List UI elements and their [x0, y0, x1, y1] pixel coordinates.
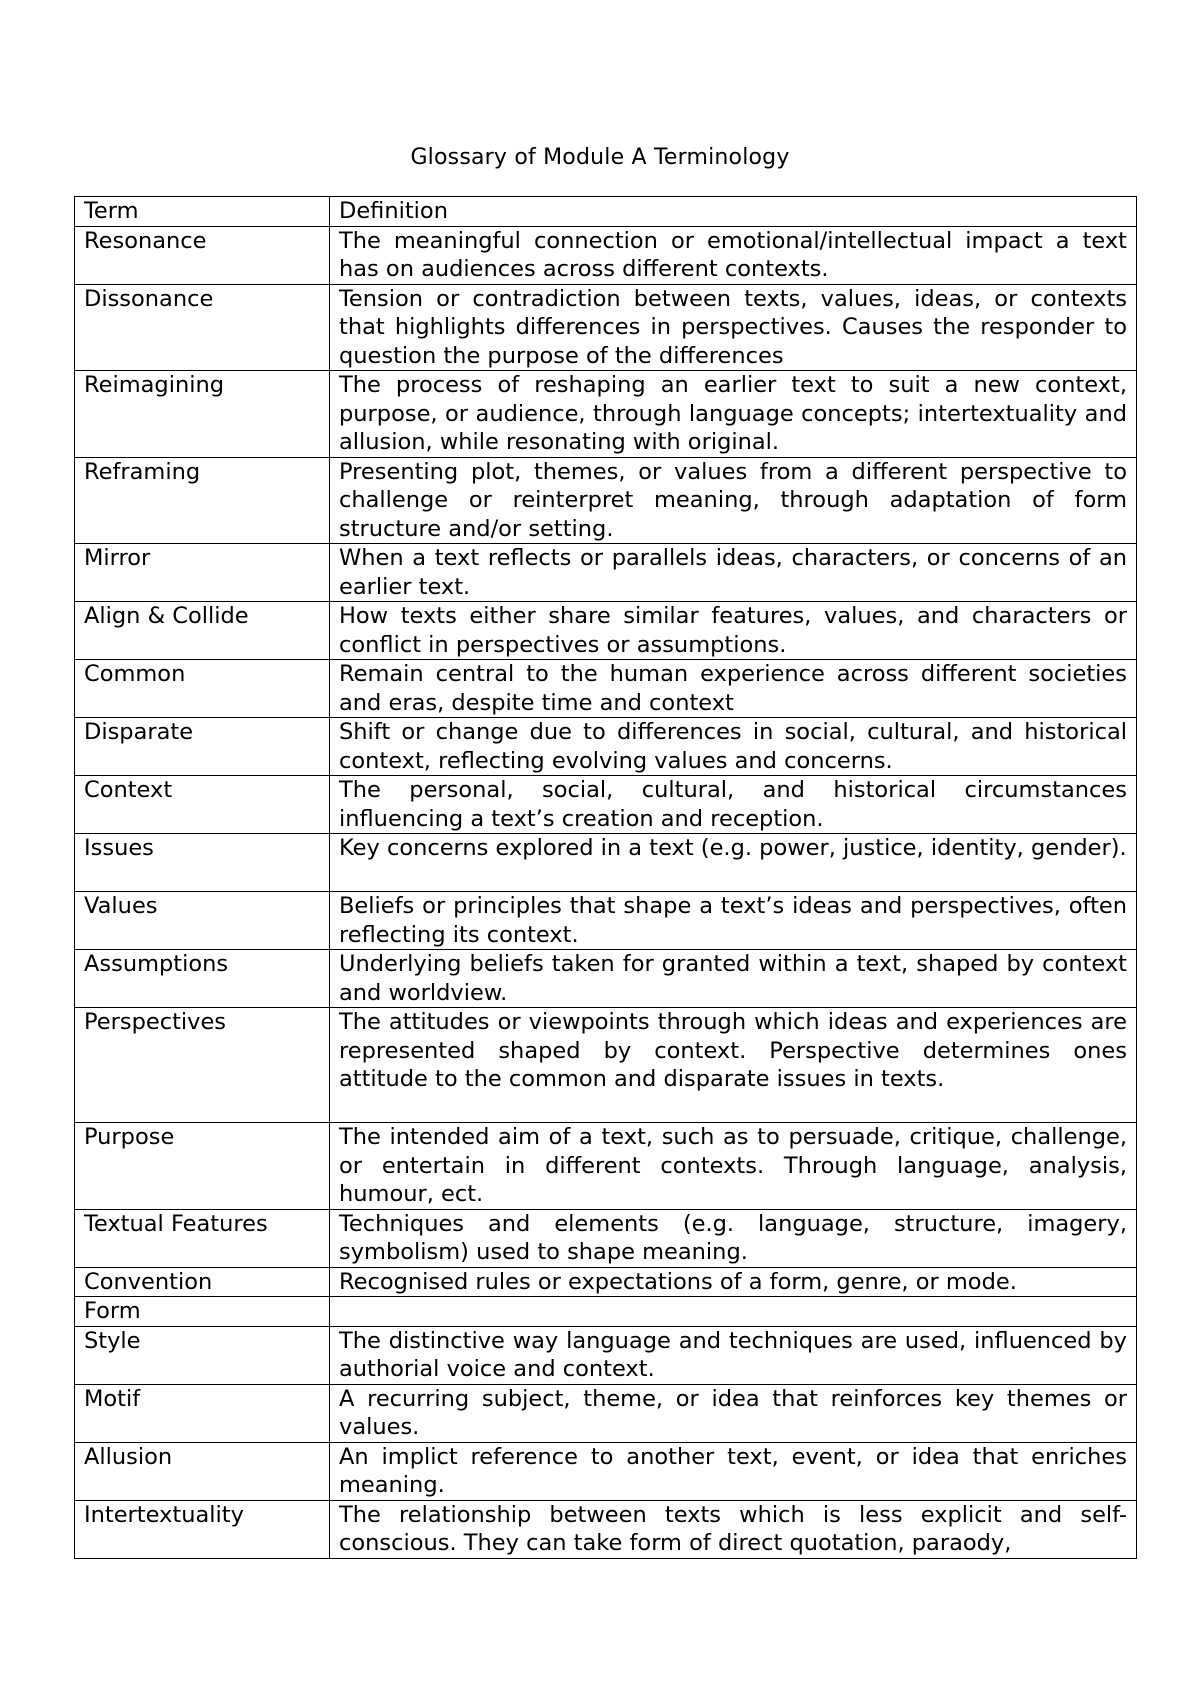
definition-cell: The intended aim of a text, such as to persuade, critique, challenge, or entertain in different contexts. Through language, analysis, humour, ect. — [330, 1123, 1137, 1210]
table-row — [75, 1500, 1137, 1558]
table-row — [75, 1209, 1137, 1267]
table-row — [75, 284, 1137, 371]
term-cell: Common — [75, 660, 330, 718]
term-cell: Resonance — [75, 226, 330, 284]
table-row — [75, 892, 1137, 950]
definition-cell: Key concerns explored in a text (e.g. power, justice, identity, gender). — [330, 834, 1137, 892]
definition-cell: Recognised rules or expectations of a form, genre, or mode. — [330, 1267, 1137, 1297]
column-header-definition: Definition — [330, 197, 1137, 227]
definition-cell: A recurring subject, theme, or idea that reinforces key themes or values. — [330, 1384, 1137, 1442]
term-cell: Reimagining — [75, 371, 330, 458]
term-cell: Values — [75, 892, 330, 950]
definition-cell: Beliefs or principles that shape a text’s ideas and perspectives, often reflecting its context. — [330, 892, 1137, 950]
table-row — [75, 602, 1137, 660]
table-row — [75, 457, 1137, 544]
definition-cell: Presenting plot, themes, or values from a different perspective to challenge or reinterpret meaning, through adaptation of form structure and/or setting. — [330, 457, 1137, 544]
table-row — [75, 660, 1137, 718]
term-cell: Motif — [75, 1384, 330, 1442]
definition-cell: An implict reference to another text, event, or idea that enriches meaning. — [330, 1442, 1137, 1500]
table-row — [75, 1297, 1137, 1327]
term-cell: Align & Collide — [75, 602, 330, 660]
table-row — [75, 834, 1137, 892]
table-row — [75, 371, 1137, 458]
table-row — [75, 544, 1137, 602]
term-cell: Issues — [75, 834, 330, 892]
definition-cell: The process of reshaping an earlier text to suit a new context, purpose, or audience, through language concepts; intertextuality and allusion, while resonating with original. — [330, 371, 1137, 458]
term-cell: Disparate — [75, 718, 330, 776]
term-cell: Reframing — [75, 457, 330, 544]
page-title: Glossary of Module A Terminology — [410, 145, 790, 170]
term-cell: Convention — [75, 1267, 330, 1297]
table-row — [75, 1326, 1137, 1384]
table-row — [75, 226, 1137, 284]
definition-cell: The personal, social, cultural, and historical circumstances influencing a text’s creation and reception. — [330, 776, 1137, 834]
table-row — [75, 950, 1137, 1008]
term-cell: Form — [75, 1297, 330, 1327]
term-cell: Purpose — [75, 1123, 330, 1210]
term-cell: Textual Features — [75, 1209, 330, 1267]
glossary-table — [74, 196, 1137, 1559]
definition-cell: When a text reflects or parallels ideas, characters, or concerns of an earlier text. — [330, 544, 1137, 602]
table-row — [75, 1267, 1137, 1297]
term-cell: Context — [75, 776, 330, 834]
definition-cell: How texts either share similar features, values, and characters or conflict in perspectives or assumptions. — [330, 602, 1137, 660]
definition-cell: Underlying beliefs taken for granted within a text, shaped by context and worldview. — [330, 950, 1137, 1008]
definition-cell: Techniques and elements (e.g. language, structure, imagery, symbolism) used to shape meaning. — [330, 1209, 1137, 1267]
term-cell: Dissonance — [75, 284, 330, 371]
table-row — [75, 1442, 1137, 1500]
definition-cell: Remain central to the human experience across different societies and eras, despite time and context — [330, 660, 1137, 718]
term-cell: Allusion — [75, 1442, 330, 1500]
column-header-term: Term — [75, 197, 330, 227]
term-cell: Intertextuality — [75, 1500, 330, 1558]
table-row — [75, 718, 1137, 776]
definition-cell: Shift or change due to differences in social, cultural, and historical context, reflecting evolving values and concerns. — [330, 718, 1137, 776]
definition-cell — [330, 1297, 1137, 1327]
term-cell: Assumptions — [75, 950, 330, 1008]
definition-cell: Tension or contradiction between texts, values, ideas, or contexts that highlights differences in perspectives. Causes the responder to question the purpose of the differences — [330, 284, 1137, 371]
definition-cell: The relationship between texts which is less explicit and self-conscious. They can take form of direct quotation, paraody, — [330, 1500, 1137, 1558]
term-cell: Perspectives — [75, 1008, 330, 1123]
term-cell: Style — [75, 1326, 330, 1384]
table-row — [75, 1008, 1137, 1123]
table-row — [75, 1123, 1137, 1210]
table-row — [75, 1384, 1137, 1442]
definition-cell: The attitudes or viewpoints through which ideas and experiences are represented shaped by context. Perspective determines ones attitude to the common and disparate issues in texts. — [330, 1008, 1137, 1123]
definition-cell: The meaningful connection or emotional/intellectual impact a text has on audiences across different contexts. — [330, 226, 1137, 284]
table-header-row — [75, 197, 1137, 227]
definition-cell: The distinctive way language and techniques are used, influenced by authorial voice and context. — [330, 1326, 1137, 1384]
table-row — [75, 776, 1137, 834]
term-cell: Mirror — [75, 544, 330, 602]
